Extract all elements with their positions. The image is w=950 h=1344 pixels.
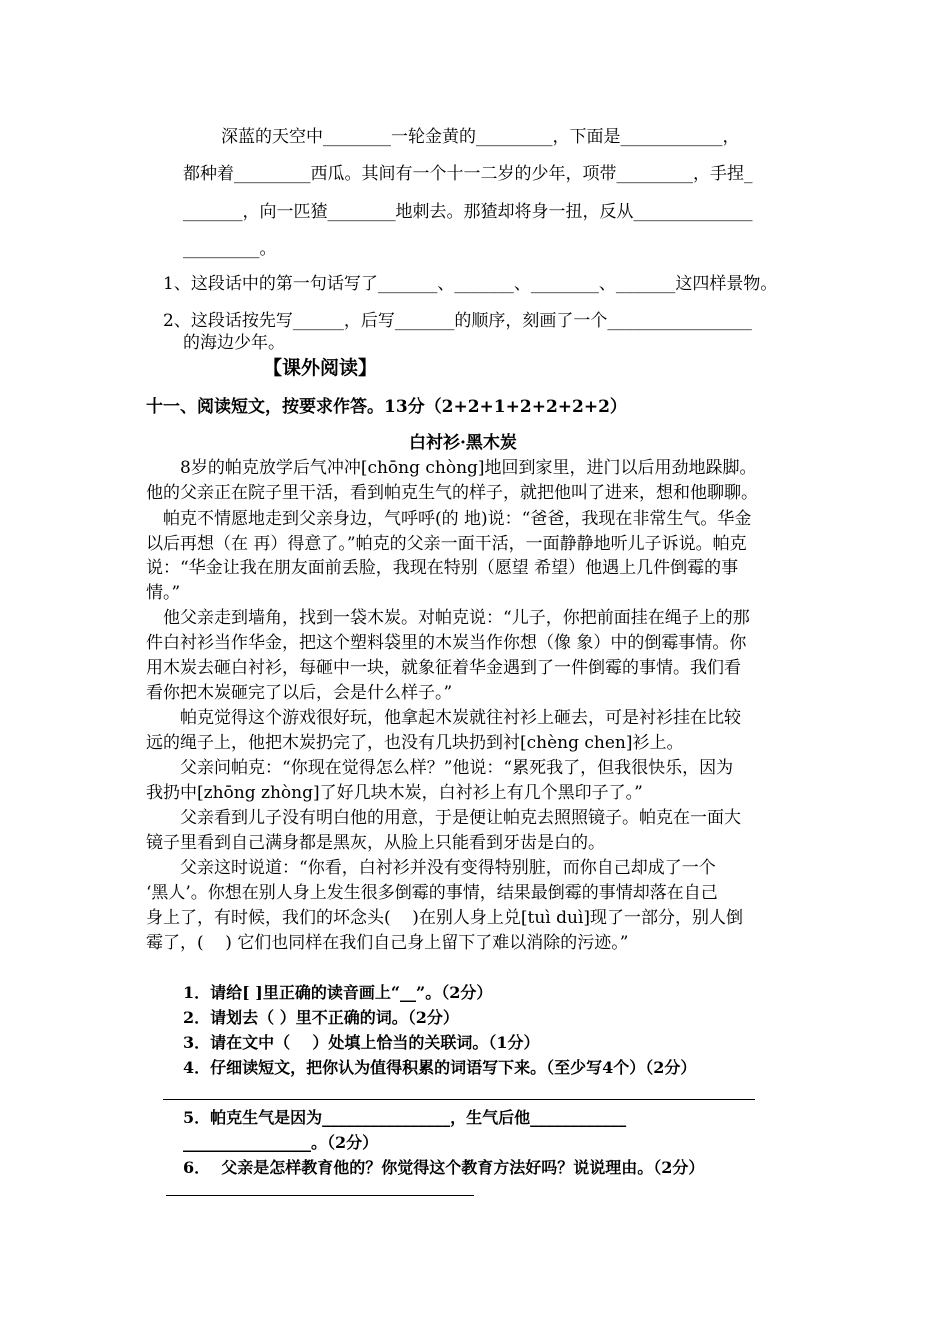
story-line: 他父亲走到墙角，找到一袋木炭。对帕克说：“儿子，你把前面挂在绳子上的那: [163, 608, 750, 628]
section-heading: 【课外阅读】: [263, 357, 378, 379]
task-heading: 十一、阅读短文，按要求作答。13分（2+2+1+2+2+2+2）: [146, 397, 627, 417]
story-line: 件白衬衫当作华金，把这个塑料袋里的木炭当作你想（像 象）中的倒霉事情。你: [146, 633, 747, 653]
passage-question-2: 2、这段话按先写______，后写_______的顺序，刻画了一个_________________: [163, 311, 752, 331]
question-5: 5．帕克生气是因为________________，生气后他____________: [183, 1108, 627, 1127]
story-line: 我扔中[zhōng zhòng]了好几块木炭，白衬衫上有几个黑印子了。”: [146, 783, 643, 803]
story-line: 父亲看到儿子没有明白他的用意，于是便让帕克去照照镜子。帕克在一面大: [180, 808, 741, 828]
question-1: 1．请给[ ]里正确的读音画上“__”。（2分）: [183, 983, 493, 1002]
story-line: 说：“华金让我在朋友面前丢脸，我现在特别（愿望 希望）他遇上几件倒霉的事: [146, 558, 739, 578]
question-4: 4．仔细读短文，把你认为值得积累的词语写下来。（至少写4个）（2分）: [183, 1058, 697, 1077]
story-line: 父亲问帕克：“你现在觉得怎么样？”他说：“累死我了，但我很快乐，因为: [180, 758, 734, 778]
story-line: ‘黑人’。你想在别人身上发生很多倒霉的事情，结果最倒霉的事情却落在自己: [146, 883, 718, 903]
question-6: 6． 父亲是怎样教育他的？你觉得这个教育方法好吗？说说理由。（2分）: [183, 1158, 705, 1177]
question-5-cont: ________________。（2分）: [183, 1133, 379, 1152]
story-line: 镜子里看到自己满身都是黑灰，从脸上只能看到牙齿是白的。: [146, 833, 605, 853]
story-line: 用木炭去砸白衬衫，每砸中一块，就象征着华金遇到了一件倒霉的事情。我们看: [146, 658, 741, 678]
passage-line-3: _______，向一匹猹________地刺去。那猹却将身一扭，反从______________: [183, 202, 753, 222]
story-title: 白衬衫·黑木炭: [409, 433, 517, 453]
question-2: 2．请划去（ ）里不正确的词。（2分）: [183, 1008, 459, 1027]
passage-question-1: 1、这段话中的第一句话写了_______、_______、________、_______这四样景物。: [163, 274, 778, 294]
question-3: 3．请在文中（ ）处填上恰当的关联词。（1分）: [183, 1033, 540, 1052]
passage-line-1: 深蓝的天空中________一轮金黄的_________，下面是____________，: [221, 127, 740, 147]
story-line: 远的绳子上，他把木炭扔完了，也没有几块扔到衬[chèng chen]衫上。: [146, 733, 684, 753]
story-line: 看你把木炭砸完了以后，会是什么样子。”: [146, 683, 453, 703]
story-line: 以后再想（在 再）得意了。”帕克的父亲一面干活，一面静静地听儿子诉说。帕克: [146, 534, 747, 554]
story-line: 情。”: [146, 583, 181, 603]
passage-question-2-cont: 的海边少年。: [183, 333, 285, 353]
passage-line-4: _________。: [183, 239, 277, 259]
story-line: 霉了，( ) 它们也同样在我们自己身上留下了难以消除的污迹。”: [146, 933, 629, 953]
story-line: 身上了，有时候，我们的坏念头( )在别人身上兑[tuì duì]现了一部分，别人倒: [146, 908, 744, 928]
story-line: 他的父亲正在院子里干活，看到帕克生气的样子，就把他叫了进来，想和他聊聊。: [146, 483, 758, 503]
passage-line-2: 都种着_________西瓜。其间有一个十一二岁的少年，项带_________，手捏_: [183, 164, 753, 184]
story-line: 帕克觉得这个游戏很好玩，他拿起木炭就往衬衫上砸去，可是衬衫挂在比较: [180, 708, 741, 728]
story-line: 帕克不情愿地走到父亲身边，气呼呼(的 地)说：“爸爸，我现在非常生气。华金: [163, 509, 752, 529]
answer-line-q4[interactable]: [163, 1099, 755, 1100]
answer-line-q6[interactable]: [166, 1195, 474, 1196]
story-line: 8岁的帕克放学后气冲冲[chōng chòng]地回到家里，进门以后用劲地跺脚。: [180, 458, 757, 478]
story-line: 父亲这时说道：“你看，白衬衫并没有变得特别脏，而你自己却成了一个: [180, 858, 716, 878]
